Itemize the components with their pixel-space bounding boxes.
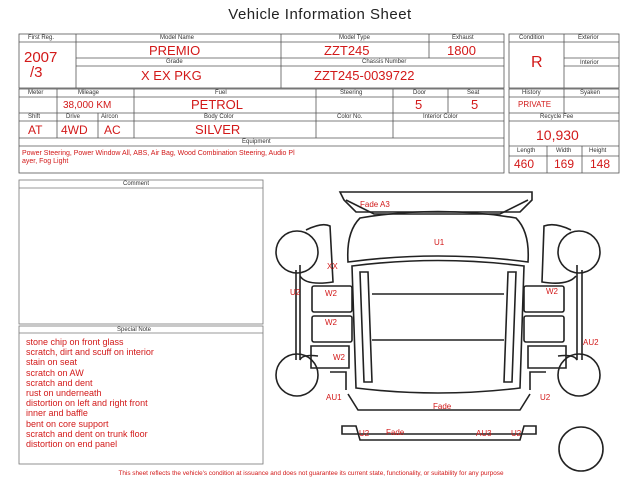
equipment-line: ayer, Fog Light [22, 157, 69, 165]
damage-mark: U2 [540, 393, 551, 402]
interior-color-label: Interior Color [423, 114, 458, 120]
fuel-value: PETROL [191, 97, 244, 112]
equipment-line: Power Steering, Power Window All, ABS, Air Bag, Wood Combination Steering, Audio Pl [22, 150, 295, 157]
seat-label: Seat [467, 90, 480, 96]
special-note-item: stain on seat [26, 357, 78, 368]
aircon-label: Aircon [101, 114, 119, 120]
damage-mark: U2 [359, 429, 370, 438]
damage-mark: W2 [333, 353, 345, 362]
comment-label: Comment [123, 181, 150, 187]
seat-value: 5 [471, 97, 479, 112]
damage-mark: AU1 [326, 393, 342, 402]
special-note-item: distortion on left and right front [26, 398, 148, 409]
color-no-label: Color No. [337, 114, 363, 120]
shift-value: AT [28, 123, 43, 137]
mileage-value: 38,000 KM [63, 100, 112, 111]
special-note-item: bent on core support [26, 418, 109, 429]
damage-mark: XX [327, 262, 338, 271]
damage-mark: AU3 [476, 429, 492, 438]
history-label: History [522, 90, 541, 96]
damage-mark: W2 [546, 287, 558, 296]
model-name-value: PREMIO [149, 43, 201, 58]
chassis-number-value: ZZT245-0039722 [314, 68, 415, 83]
first-reg-label: First Reg. [28, 35, 55, 41]
damage-mark: U1 [434, 238, 445, 247]
grade-label: Grade [166, 59, 183, 65]
special-note-item: distortion on end panel [26, 439, 118, 450]
fuel-label: Fuel [215, 90, 227, 96]
drive-value: 4WD [61, 123, 88, 137]
condition-label: Condition [519, 35, 545, 41]
special-note-item: scratch and dent [26, 377, 93, 388]
damage-mark: Fade [386, 428, 405, 437]
disclaimer-footer: This sheet reflects the vehicle's condition at issuance and does not guarantee its current state, functionality, or suitability for any purpose [118, 470, 504, 477]
damage-mark: U2 [511, 429, 522, 438]
body-color-value: SILVER [195, 122, 241, 137]
special-note-item: inner and baffle [26, 408, 88, 419]
damage-mark: W2 [325, 289, 337, 298]
mileage-label: Mileage [78, 90, 100, 96]
exterior-label: Exterior [578, 35, 599, 41]
history-value: PRIVATE [518, 100, 552, 109]
exhaust-label: Exhaust [452, 35, 474, 41]
chassis-number-label: Chassis Number [362, 59, 407, 65]
special-note-item: scratch and dent on trunk floor [26, 428, 148, 439]
condition-value: R [531, 54, 543, 71]
equipment-label: Equipment [242, 139, 271, 145]
steering-label: Steering [340, 90, 363, 96]
damage-mark: U2 [290, 288, 301, 297]
model-type-value: ZZT245 [324, 43, 370, 58]
length-value: 460 [514, 157, 535, 171]
special-note-item: rust on underneath [26, 388, 102, 399]
special-note-item: scratch on AW [26, 367, 84, 378]
damage-mark: Fade [433, 402, 452, 411]
meter-label: Meter [28, 90, 44, 96]
first-reg-year: 2007 [24, 49, 58, 66]
width-label: Width [556, 148, 572, 154]
model-name-label: Model Name [160, 35, 195, 41]
syaken-label: Syaken [580, 90, 601, 96]
body-color-label: Body Color [204, 114, 234, 120]
recycle-fee-value: 10,930 [536, 127, 579, 143]
sheet-title: Vehicle Information Sheet [228, 6, 412, 23]
damage-mark: Fade A3 [360, 200, 390, 209]
model-type-label: Model Type [339, 35, 370, 41]
height-value: 148 [590, 157, 611, 171]
grade-value: X EX PKG [141, 68, 202, 83]
first-reg-month: /3 [30, 64, 43, 81]
special-note-item: stone chip on front glass [26, 337, 124, 347]
special-note-label: Special Note [117, 327, 152, 333]
door-label: Door [413, 90, 427, 96]
height-label: Height [589, 148, 607, 154]
door-value: 5 [415, 97, 423, 112]
exhaust-value: 1800 [447, 43, 476, 58]
damage-mark: AU2 [583, 338, 599, 347]
aircon-value: AC [104, 123, 121, 137]
interior-label: Interior [580, 60, 599, 66]
width-value: 169 [554, 157, 575, 171]
drive-label: Drive [66, 114, 81, 120]
special-note-item: scratch, dirt and scuff on interior [26, 347, 154, 358]
shift-label: Shift [28, 114, 41, 120]
recycle-fee-label: Recycle Fee [540, 114, 574, 120]
length-label: Length [517, 148, 536, 154]
damage-mark: W2 [325, 318, 337, 327]
